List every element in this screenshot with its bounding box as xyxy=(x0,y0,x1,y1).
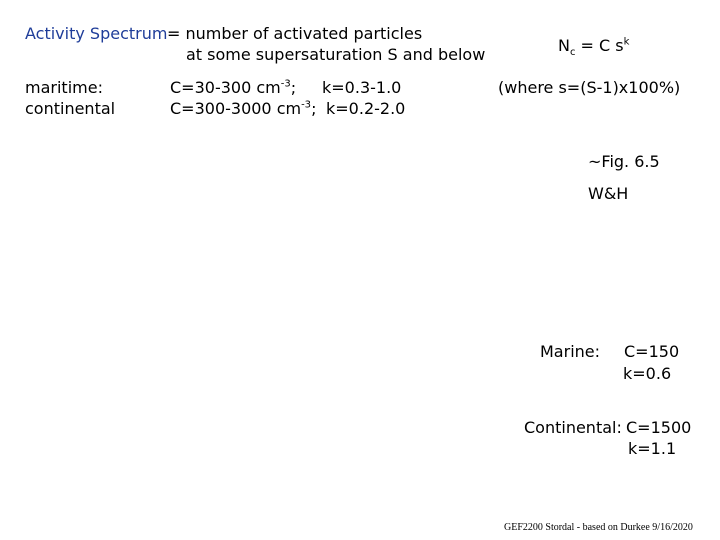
formula-n: N xyxy=(558,36,570,55)
continental-separator: ; xyxy=(311,99,317,118)
maritime-c-value: C=30-300 cm xyxy=(170,78,281,97)
marine-c-value: C=150 xyxy=(624,342,680,361)
continental-example-k-value: k=1.1 xyxy=(628,439,677,458)
where-note: (where s=(S-1)x100%) xyxy=(498,78,681,97)
formula-n-subscript: c xyxy=(569,47,576,59)
activity-spectrum-term: Activity Spectrum xyxy=(25,24,168,43)
maritime-separator: ; xyxy=(290,78,297,97)
figure-source: W&H xyxy=(588,184,629,203)
continental-c-value: C=300-3000 cm xyxy=(170,99,302,118)
maritime-label: maritime: xyxy=(25,78,103,97)
continental-c-exponent: -3 xyxy=(301,99,312,111)
footer-credit: GEF2200 Stordal - based on Durkee 9/16/2020 xyxy=(504,522,693,533)
marine-label: Marine: xyxy=(540,342,601,361)
formula-exponent: k xyxy=(623,36,630,48)
continental-c-range xyxy=(170,99,316,119)
continental-k-range: k=0.2-2.0 xyxy=(326,99,406,118)
continental-label: continental xyxy=(25,99,116,118)
power-law-formula xyxy=(558,36,630,59)
maritime-c-exponent: -3 xyxy=(280,78,291,90)
marine-k-value: k=0.6 xyxy=(623,364,672,383)
figure-reference: ~Fig. 6.5 xyxy=(588,152,660,171)
maritime-k-range: k=0.3-1.0 xyxy=(322,78,402,97)
definition-line-1: = number of activated particles xyxy=(167,24,423,43)
maritime-c-range xyxy=(170,78,296,98)
continental-example-label: Continental: xyxy=(524,418,622,437)
formula-rhs: = C s xyxy=(575,36,624,55)
continental-example-c-value: C=1500 xyxy=(626,418,692,437)
definition-line-2: at some supersaturation S and below xyxy=(186,45,486,64)
